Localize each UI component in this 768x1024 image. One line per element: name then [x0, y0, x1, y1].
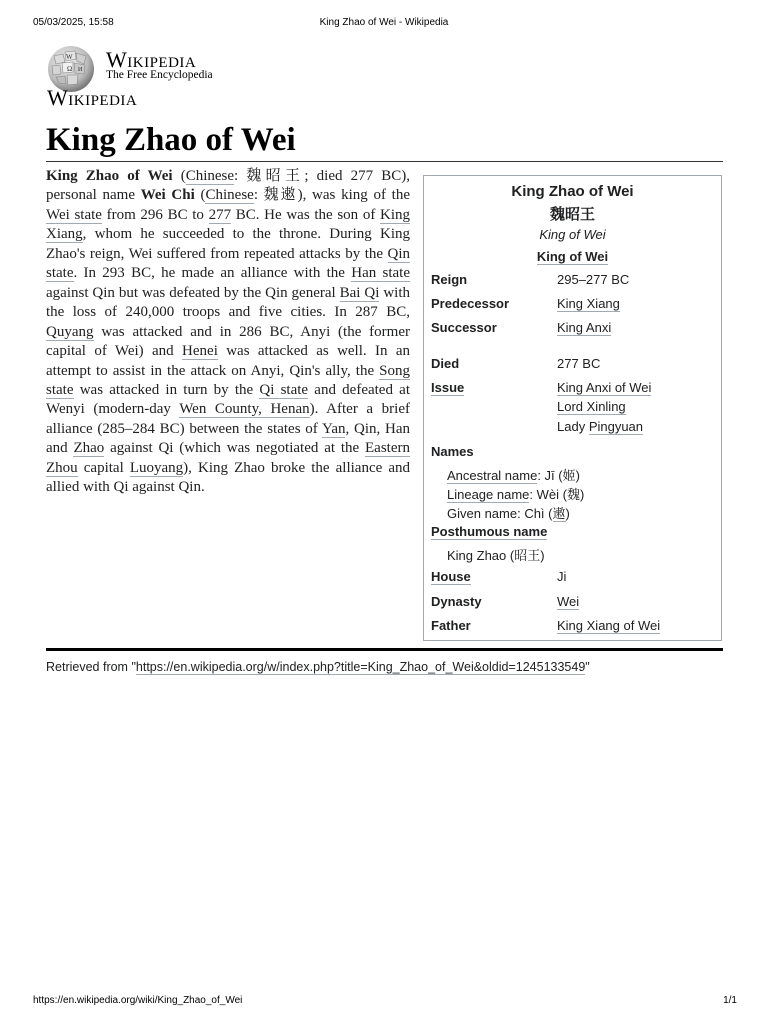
wikipedia-tagline: The Free Encyclopedia	[106, 69, 213, 81]
link-pingyuan[interactable]: Pingyuan	[588, 419, 644, 434]
text-run: against Qi (which was negotiated at the	[104, 440, 365, 457]
link-quyang[interactable]: Quyang	[46, 323, 94, 340]
given-close: )	[565, 506, 570, 521]
link-chinese[interactable]: Chinese	[185, 168, 235, 184]
svg-text:W: W	[66, 53, 73, 61]
link-bai-qi[interactable]: Bai Qi	[339, 284, 380, 301]
link-chinese[interactable]: Chinese	[205, 187, 254, 204]
text-run: capital	[77, 459, 130, 476]
lineage-value: : Wèi (魏)	[529, 487, 585, 502]
link-qi-state[interactable]: Qi state	[259, 381, 309, 398]
link-king-xiang[interactable]: King Xiang	[46, 206, 410, 243]
successor-label: Successor	[431, 320, 497, 335]
link-song-state[interactable]: Song state	[46, 362, 410, 398]
link-han-state[interactable]: Han state	[351, 265, 410, 282]
article-lead-paragraph	[46, 167, 410, 498]
link-henei[interactable]: Henei	[182, 343, 218, 360]
names-label: Names	[431, 444, 474, 459]
dynasty-value[interactable]	[557, 594, 579, 609]
text-run: ), King Zhao broke the alliance and allied with Qi against Qin.	[46, 459, 410, 496]
svg-text:Ω: Ω	[67, 65, 73, 73]
link-dynasty[interactable]: Wei	[557, 594, 580, 609]
infobox-row-posthumous-label	[431, 524, 716, 541]
infobox-row-died	[431, 356, 716, 373]
wikipedia-wordmark: Wikipedia	[106, 47, 197, 72]
issue-value-1[interactable]	[557, 380, 651, 395]
link-277[interactable]: 277	[208, 206, 232, 223]
content-bottom-rule	[46, 648, 723, 651]
article-subject-bold: King Zhao of Wei	[46, 168, 173, 184]
link-predecessor[interactable]: King Xiang	[557, 296, 620, 311]
text-run: from 296 BC to	[101, 206, 209, 223]
infobox-native-name: 魏昭王	[549, 206, 595, 223]
text-run: was attacked as well. In an attempt to assist in the attack on Anyi, Qin's ally, the	[46, 343, 410, 379]
infobox-row-lineage	[431, 484, 716, 501]
link-issue-king-anxi-of-wei[interactable]: King Anxi of Wei	[557, 380, 652, 395]
print-page-title: King Zhao of Wei - Wikipedia	[319, 17, 449, 28]
retrieved-url-link[interactable]: https://en.wikipedia.org/w/index.php?title=King_Zhao_of_Wei&oldid=1245133549	[135, 660, 586, 674]
text-run: against Qin but was defeated by the Qin general	[46, 284, 340, 301]
link-eastern-zhou[interactable]: Eastern Zhou	[46, 440, 410, 476]
infobox-row-predecessor	[431, 296, 716, 313]
text-run: (	[172, 168, 186, 184]
infobox-row-issue	[431, 380, 716, 397]
lineage-name	[447, 484, 584, 503]
link-zhao[interactable]: Zhao	[73, 440, 105, 457]
text-run: with the loss of 240,000 troops and five cities. In 287 BC,	[46, 284, 410, 321]
link-lineage-name[interactable]: Lineage name	[447, 487, 530, 502]
posthumous-label[interactable]	[431, 524, 547, 539]
text-run: BC. He was the son of	[231, 206, 380, 223]
retrieved-suffix: "	[585, 660, 590, 674]
dynasty-label: Dynasty	[431, 594, 482, 609]
infobox-row-issue-3	[431, 419, 716, 436]
infobox-section-header[interactable]	[424, 249, 721, 264]
infobox-row-dynasty	[431, 594, 716, 611]
link-father[interactable]: King Xiang of Wei	[557, 618, 661, 633]
died-value: 277 BC	[557, 356, 601, 371]
reign-value: 295–277 BC	[557, 272, 630, 287]
link-given-character[interactable]: 遫	[552, 506, 566, 521]
successor-value[interactable]	[557, 320, 611, 335]
link-qin-state[interactable]: Qin state	[46, 245, 410, 282]
infobox-row-names	[431, 444, 716, 461]
print-header	[0, 17, 768, 31]
link-successor[interactable]: King Anxi	[557, 320, 612, 335]
issue-value-2[interactable]	[557, 399, 626, 414]
predecessor-label: Predecessor	[431, 296, 510, 311]
personal-name-bold: Wei Chi	[140, 187, 195, 204]
text-run: was attacked in turn by the	[73, 381, 260, 398]
infobox-row-successor	[431, 320, 716, 337]
infobox-row-reign	[431, 272, 716, 289]
house-label[interactable]	[431, 569, 471, 584]
text-run: . In 293 BC, he made an alliance with the	[73, 265, 352, 282]
infobox	[423, 175, 722, 641]
infobox-row-house	[431, 569, 716, 586]
link-wen-county[interactable]: Wen County, Henan	[179, 401, 310, 418]
issue-label[interactable]	[431, 380, 464, 395]
house-value: Ji	[557, 569, 567, 584]
svg-text:И: И	[78, 67, 83, 73]
given-label: Given name: Chì (	[447, 506, 553, 521]
infobox-row-father	[431, 618, 716, 635]
print-footer	[0, 995, 768, 1009]
link-luoyang[interactable]: Luoyang	[129, 459, 184, 476]
text-run: : 魏遫), was king of the	[253, 187, 410, 204]
text-run: , whom he succeeded to the throne. During King Zhao's reign, Wei suffered from repeated attacks by the	[46, 226, 410, 262]
link-ancestral-name[interactable]: Ancestral name	[447, 468, 538, 483]
text-run: was attacked and in 286 BC, Anyi (the former capital of Wei) and	[46, 323, 410, 360]
print-date: 05/03/2025, 15:58	[33, 17, 114, 28]
retrieved-prefix: Retrieved from "	[46, 660, 136, 674]
link-yan[interactable]: Yan	[321, 420, 346, 437]
text-run: and defeated at Wenyi (modern-day	[46, 381, 410, 418]
ancestral-value: : Jī (姬)	[537, 468, 580, 483]
given-name	[447, 503, 570, 522]
ancestral-name	[447, 465, 580, 484]
reign-label: Reign	[431, 272, 468, 287]
father-value[interactable]	[557, 618, 660, 633]
link-wei-state[interactable]: Wei state	[46, 206, 102, 223]
infobox-caption: King of Wei	[539, 227, 606, 242]
section-link-king-of-wei[interactable]: King of Wei	[536, 249, 609, 264]
text-run: (	[194, 187, 206, 204]
link-issue-lord-xinling[interactable]: Lord Xinling	[557, 399, 626, 414]
died-label: Died	[431, 356, 460, 371]
text-run: : 魏昭王; died 277 BC), personal name	[46, 168, 410, 204]
infobox-title: King Zhao of Wei	[511, 183, 634, 200]
infobox-row-given	[431, 503, 716, 520]
page-title: King Zhao of Wei	[46, 120, 723, 162]
posthumous-label-link[interactable]: Posthumous name	[431, 524, 548, 539]
wikipedia-wordmark-secondary: Wikipedia	[47, 85, 138, 110]
father-label: Father	[431, 618, 471, 633]
infobox-row-ancestral	[431, 465, 716, 482]
print-page-count: 1/1	[723, 995, 737, 1006]
issue-label-link[interactable]: Issue	[431, 380, 465, 395]
posthumous-value: King Zhao (昭王)	[447, 548, 545, 563]
issue-3-prefix: Lady	[557, 419, 589, 434]
print-url: https://en.wikipedia.org/wiki/King_Zhao_of_Wei	[33, 995, 243, 1006]
text-run: ). After a brief alliance (285–284 BC) between the states of	[46, 401, 411, 437]
house-label-link[interactable]: House	[431, 569, 471, 584]
infobox-row-issue-2	[431, 399, 716, 416]
infobox-row-posthumous	[431, 545, 716, 562]
predecessor-value[interactable]	[557, 296, 620, 311]
text-run: , Qin, Han and	[46, 420, 410, 457]
retrieved-from	[46, 660, 590, 674]
issue-value-3	[557, 419, 643, 434]
